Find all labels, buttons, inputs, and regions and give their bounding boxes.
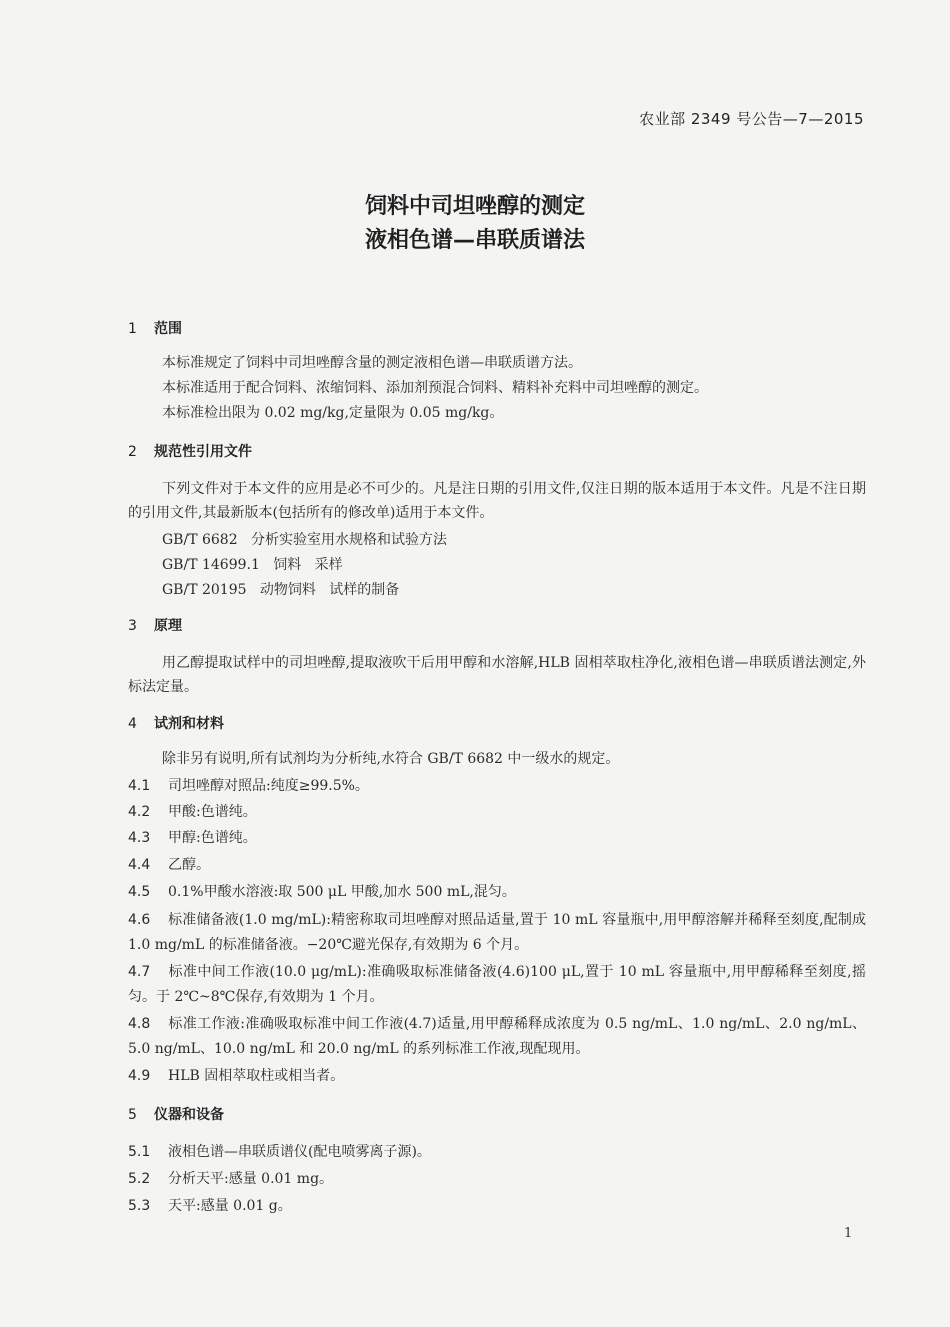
document-code: 农业部 2349 号公告—7—2015 [639,110,864,128]
section-4-heading [128,713,224,733]
section-title: 原理 [154,618,182,634]
section-2-heading [128,441,252,461]
section-3-heading [128,615,182,635]
item-number: 4.9 [128,1068,151,1084]
item-number: 4.2 [128,804,151,820]
section-title: 仪器和设备 [154,1107,224,1123]
section-1-heading [128,318,182,338]
item-number: 5.1 [128,1144,151,1160]
normative-reference: GB/T 20195 动物饲料 试样的制备 [162,582,400,598]
item-number: 4.4 [128,857,151,873]
list-item [128,1167,866,1192]
list-item [128,960,866,1010]
section-number: 3 [128,618,137,634]
list-item [128,1064,866,1089]
list-item [128,853,866,878]
section-title: 规范性引用文件 [154,444,252,460]
section-4-intro: 除非另有说明,所有试剂均为分析纯,水符合 GB/T 6682 中一级水的规定。 [162,751,620,767]
item-number: 5.3 [128,1198,151,1214]
item-text: 标准中间工作液(10.0 μg/mL):准确吸取标准储备液(4.6)100 μL,置于 10 mL 容量瓶中,用甲醇稀释至刻度,摇匀。于 2℃~8℃保存,有效期为 1 个月。 [128,964,866,1005]
item-number: 4.7 [128,964,151,980]
item-number: 4.6 [128,912,151,928]
section-title: 范围 [154,321,182,337]
item-number: 5.2 [128,1171,151,1187]
section-1-para-3: 本标准检出限为 0.02 mg/kg,定量限为 0.05 mg/kg。 [162,405,504,421]
item-text: 标准储备液(1.0 mg/mL):精密称取司坦唑醇对照品适量,置于 10 mL 容量瓶中,用甲醇溶解并稀释至刻度,配制成 1.0 mg/mL 的标准储备液。−20℃避光保存,有效期为 6 个月。 [128,912,866,953]
item-text: 0.1%甲酸水溶液:取 500 μL 甲酸,加水 500 mL,混匀。 [168,884,516,900]
item-text: HLB 固相萃取柱或相当者。 [168,1068,345,1084]
item-number: 4.5 [128,884,151,900]
list-item [128,880,866,905]
section-5-heading [128,1104,224,1124]
list-item [128,908,866,958]
item-text: 天平:感量 0.01 g。 [168,1198,292,1214]
section-1-para-1: 本标准规定了饲料中司坦唑醇含量的测定液相色谱—串联质谱方法。 [162,355,582,371]
section-number: 5 [128,1107,137,1123]
item-text: 司坦唑醇对照品:纯度≥99.5%。 [168,778,369,794]
item-text: 标准工作液:准确吸取标准中间工作液(4.7)适量,用甲醇稀释成浓度为 0.5 ng/mL、1.0 ng/mL、2.0 ng/mL、5.0 ng/mL、10.0 ng/mL 和 20.0 ng/mL 的系列标准工作液,现配现用。 [128,1016,866,1057]
title-line-1: 饲料中司坦唑醇的测定 [364,194,585,219]
section-title: 试剂和材料 [154,716,224,732]
item-number: 4.1 [128,778,151,794]
item-text: 分析天平:感量 0.01 mg。 [168,1171,334,1187]
document-title [0,190,950,258]
item-text: 乙醇。 [168,857,210,873]
normative-reference: GB/T 14699.1 饲料 采样 [162,557,343,573]
item-text: 甲酸:色谱纯。 [168,804,257,820]
list-item [128,1194,866,1219]
list-item [128,800,866,825]
item-number: 4.8 [128,1016,151,1032]
title-line-2: 液相色谱—串联质谱法 [364,228,585,253]
list-item [128,774,866,799]
item-text: 甲醇:色谱纯。 [168,830,257,846]
normative-reference: GB/T 6682 分析实验室用水规格和试验方法 [162,532,447,548]
list-item [128,1140,866,1165]
section-2-intro: 下列文件对于本文件的应用是必不可少的。凡是注日期的引用文件,仅注日期的版本适用于本文件。凡是不注日期的引用文件,其最新版本(包括所有的修改单)适用于本文件。 [128,481,866,521]
section-number: 2 [128,444,137,460]
section-number: 1 [128,321,137,337]
item-text: 液相色谱—串联质谱仪(配电喷雾离子源)。 [168,1144,431,1160]
list-item [128,826,866,851]
item-number: 4.3 [128,830,151,846]
section-number: 4 [128,716,137,732]
section-3-text: 用乙醇提取试样中的司坦唑醇,提取液吹干后用甲醇和水溶解,HLB 固相萃取柱净化,液相色谱—串联质谱法测定,外标法定量。 [128,655,866,695]
list-item [128,1012,866,1062]
page-number: 1 [844,1226,853,1241]
section-1-para-2: 本标准适用于配合饲料、浓缩饲料、添加剂预混合饲料、精料补充料中司坦唑醇的测定。 [162,380,708,396]
